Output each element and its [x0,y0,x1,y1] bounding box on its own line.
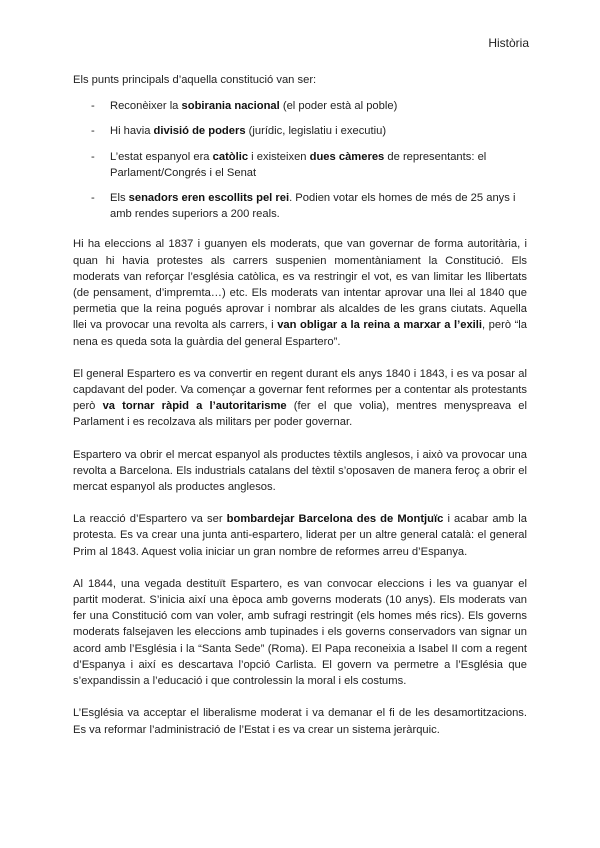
intro-text: Els punts principals d’aquella constitució van ser: [73,74,317,86]
list-item [73,98,527,114]
list-bold-text: divisió de poders [153,125,246,138]
list-text: . Podien votar els homes de més de 25 anys i amb rendes superiors a 200 reals. [110,192,516,221]
list-bold-text: catòlic [212,150,249,163]
constitution-points-list [73,98,527,222]
list-item [73,190,527,222]
list-dash: - [91,125,95,138]
list-dash: - [91,100,95,113]
list-text: Reconèixer la [110,100,182,113]
paragraph-espartero-regent: El general Espartero es va convertir en regent durant els anys 1840 i 1843, i es va posar al capdavant del poder. Va començar a governar fent reformes per a contentar als protestants però va tornar ràpid a l’autoritarisme (fer el que volia), mentres menyspreava el Parlament i es recolzava als militars per poder governar. [73,367,527,429]
paragraph-bombardment: La reacció d’Espartero va ser bombardejar Barcelona des de Montjuïc i acabar amb la protesta. Es va crear una junta anti-espartero, liderat per un altre general català: el general Prim al 1843. Aquest volia iniciar un gran nombre de reformes arreu d’Espanya. [73,513,527,558]
list-bold-text: sobirania nacional [181,100,280,113]
list-dash: - [91,150,95,163]
page-header-title: Història [488,36,529,50]
list-bold-text: senadors eren escollits pel rei [128,192,290,205]
list-bold-text: dues càmeres [309,150,385,163]
list-text: (el poder està al poble) [279,100,398,113]
list-text: (jurídic, legislatiu i executiu) [245,125,387,138]
paragraph-moderate-governments: Al 1844, una vegada destituït Espartero, es van convocar eleccions i les va guanyar el partit moderat. S’inicia així una època amb governs moderats (10 anys). Els moderats van fer una Constitució com van voler, amb sufragi restringit (els homes més rics). Els governs moderats falsejaven les eleccions amb tupinades i els governs conservadors van signar un acord amb l’Església i la “Santa Sede” (Roma). El Papa reconeixia a Isabel II com a regent d’Espanya i així es descartava l’opció Carlista. El govern va permetre a l’Església que s’expandissin a l’educació i que controlessin la moral i els costums. [73,577,527,688]
list-text: i existeixen [248,150,310,163]
list-text: L’estat espanyol era [110,150,213,163]
document-body [73,72,527,754]
paragraph-elections-1837: Hi ha eleccions al 1837 i guanyen els moderats, que van governar de forma autoritària, i quan hi havia protestes als carrers suspenien momentàniament la Constitució. Els moderats van reforçar l’església catòlica, es va restringir el vot, es van limitar les llibertats (de pensament, d’impremta…) etc. Els moderats van intentar aprovar una llei al 1840 que permetia que la reina pogués aprovar i nombrar als alcaldes de les grans ciutats. Aquella llei va provocar una revolta als carrers, i van obligar a la reina a marxar a l’exili, però “la nena es queda sota la guàrdia del general Espartero”. [73,238,527,348]
paragraph-textile-market: Espartero va obrir el mercat espanyol als productes tèxtils anglesos, i això va provocar una revolta a Barcelona. Els industrials catalans del tèxtil s’oposaven de manera feroç a obrir el mercat espanyol als productes anglesos. [73,448,527,494]
list-item [73,123,527,139]
list-text: Els [110,192,129,205]
paragraph-church-liberalism: L’Església va acceptar el liberalisme moderat i va demanar el fi de les desamortitzacions. Es va reformar l’administració de l’Estat i es va crear un sistema jeràrquic. [73,707,527,736]
list-text: de representants: el Parlament/Congrés i el Senat [110,150,487,179]
list-text: Hi havia [110,125,154,138]
list-item [73,149,527,181]
list-dash: - [91,192,95,205]
